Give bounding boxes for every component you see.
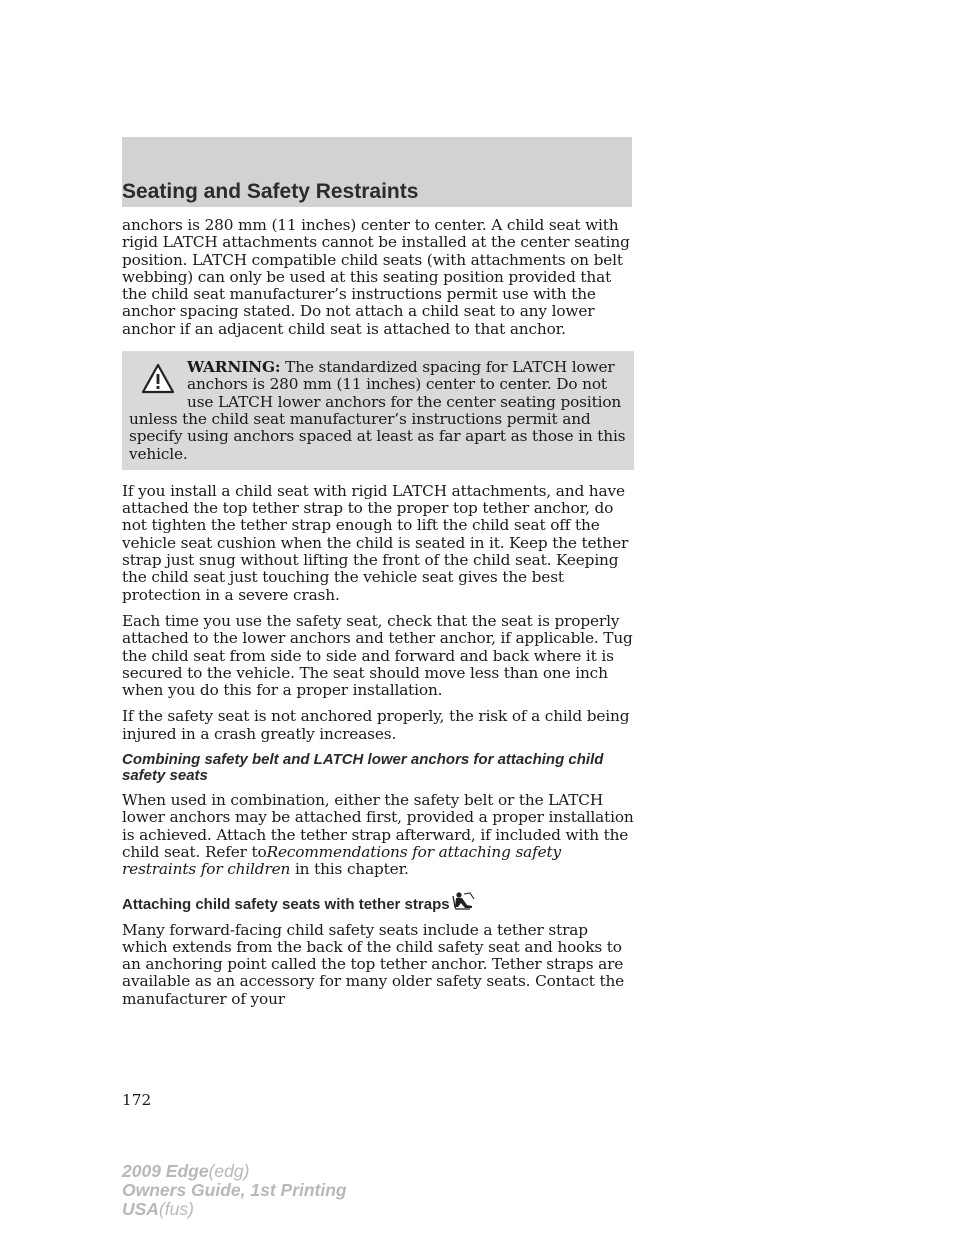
footer-print-info bbox=[122, 1162, 542, 1219]
warning-text: The standardized spacing for LATCH lower anchors is 280 mm (11 inches) center to center. Do not use LATCH lower anchors for the center seating position unless the child seat manufacturer’s instructions permit and specify using anchors spaced at least as far apart as those in this vehicle. bbox=[129, 358, 626, 463]
footer-model-code: (edg) bbox=[208, 1161, 250, 1181]
warning-triangle-icon bbox=[141, 363, 175, 395]
page-number: 172 bbox=[122, 1091, 152, 1109]
warning-box bbox=[122, 351, 634, 470]
footer-line-2: Owners Guide, 1st Printing bbox=[122, 1180, 347, 1200]
footer-model: 2009 Edge bbox=[122, 1161, 209, 1181]
paragraph-tether-strap: Many forward-facing child safety seats include a tether strap which extends from the back of the child safety seat and hooks to an anchoring point called the top tether anchor. Tether straps are available as an accessory for many older safety seats. Contact the manufacturer of your bbox=[122, 920, 625, 1008]
paragraph-check-seat: Each time you use the safety seat, check that the seat is properly attached to the lower anchors and tether anchor, if applicable. Tug the child seat from side to side and forward and back where it is secured to the vehicle. The seat should move less than one inch when you do this for a proper installation. bbox=[122, 611, 633, 700]
page-content bbox=[122, 217, 634, 1017]
footer-market: USA bbox=[122, 1199, 159, 1219]
footer-line-1 bbox=[122, 1162, 542, 1181]
warning-label: WARNING: bbox=[187, 358, 281, 377]
paragraph-anchor-spacing: anchors is 280 mm (11 inches) center to center. A child seat with rigid LATCH attachments cannot be installed at the center seating position. LATCH compatible child seats (with attachments on belt webbing) can only be used at this seating position provided that the child seat manufacturer’s instructions permit use with the anchor spacing stated. Do not attach a child seat to any lower anchor if an adjacent child seat is attached to that anchor. bbox=[122, 216, 630, 338]
cross-reference-link[interactable]: Recommendations for attaching safety restraints for children bbox=[122, 842, 562, 879]
subheading-tether-text: Attaching child safety seats with tether straps bbox=[122, 895, 450, 913]
paragraph-rigid-latch: If you install a child seat with rigid LATCH attachments, and have attached the top tether strap to the proper top tether anchor, do not tighten the tether strap enough to lift the child seat off the vehicle seat cushion when the child is seated in it. Keep the tether strap just snug without lifting the front of the child seat. Keeping the child seat just touching the vehicle seat gives the best protection in a severe crash. bbox=[122, 481, 629, 604]
child-seat-icon bbox=[450, 891, 476, 911]
footer-line-3 bbox=[122, 1200, 542, 1219]
combination-text: When used in combination, either the safety belt or the LATCH lower anchors may be attached first, provided a proper installation is achieved. Attach the tether strap afterward, if included with the child seat. Refer to bbox=[122, 791, 634, 861]
paragraph-combination bbox=[122, 792, 634, 878]
subheading-tether bbox=[122, 891, 634, 913]
page-title: Seating and Safety Restraints bbox=[122, 180, 419, 203]
combination-text-end: in this chapter. bbox=[294, 860, 409, 879]
footer-market-code: (fus) bbox=[158, 1199, 194, 1219]
paragraph-risk: If the safety seat is not anchored properly, the risk of a child being injured in a crash greatly increases. bbox=[122, 707, 630, 743]
subheading-combining: Combining safety belt and LATCH lower anchors for attaching child safety seats bbox=[122, 751, 604, 785]
